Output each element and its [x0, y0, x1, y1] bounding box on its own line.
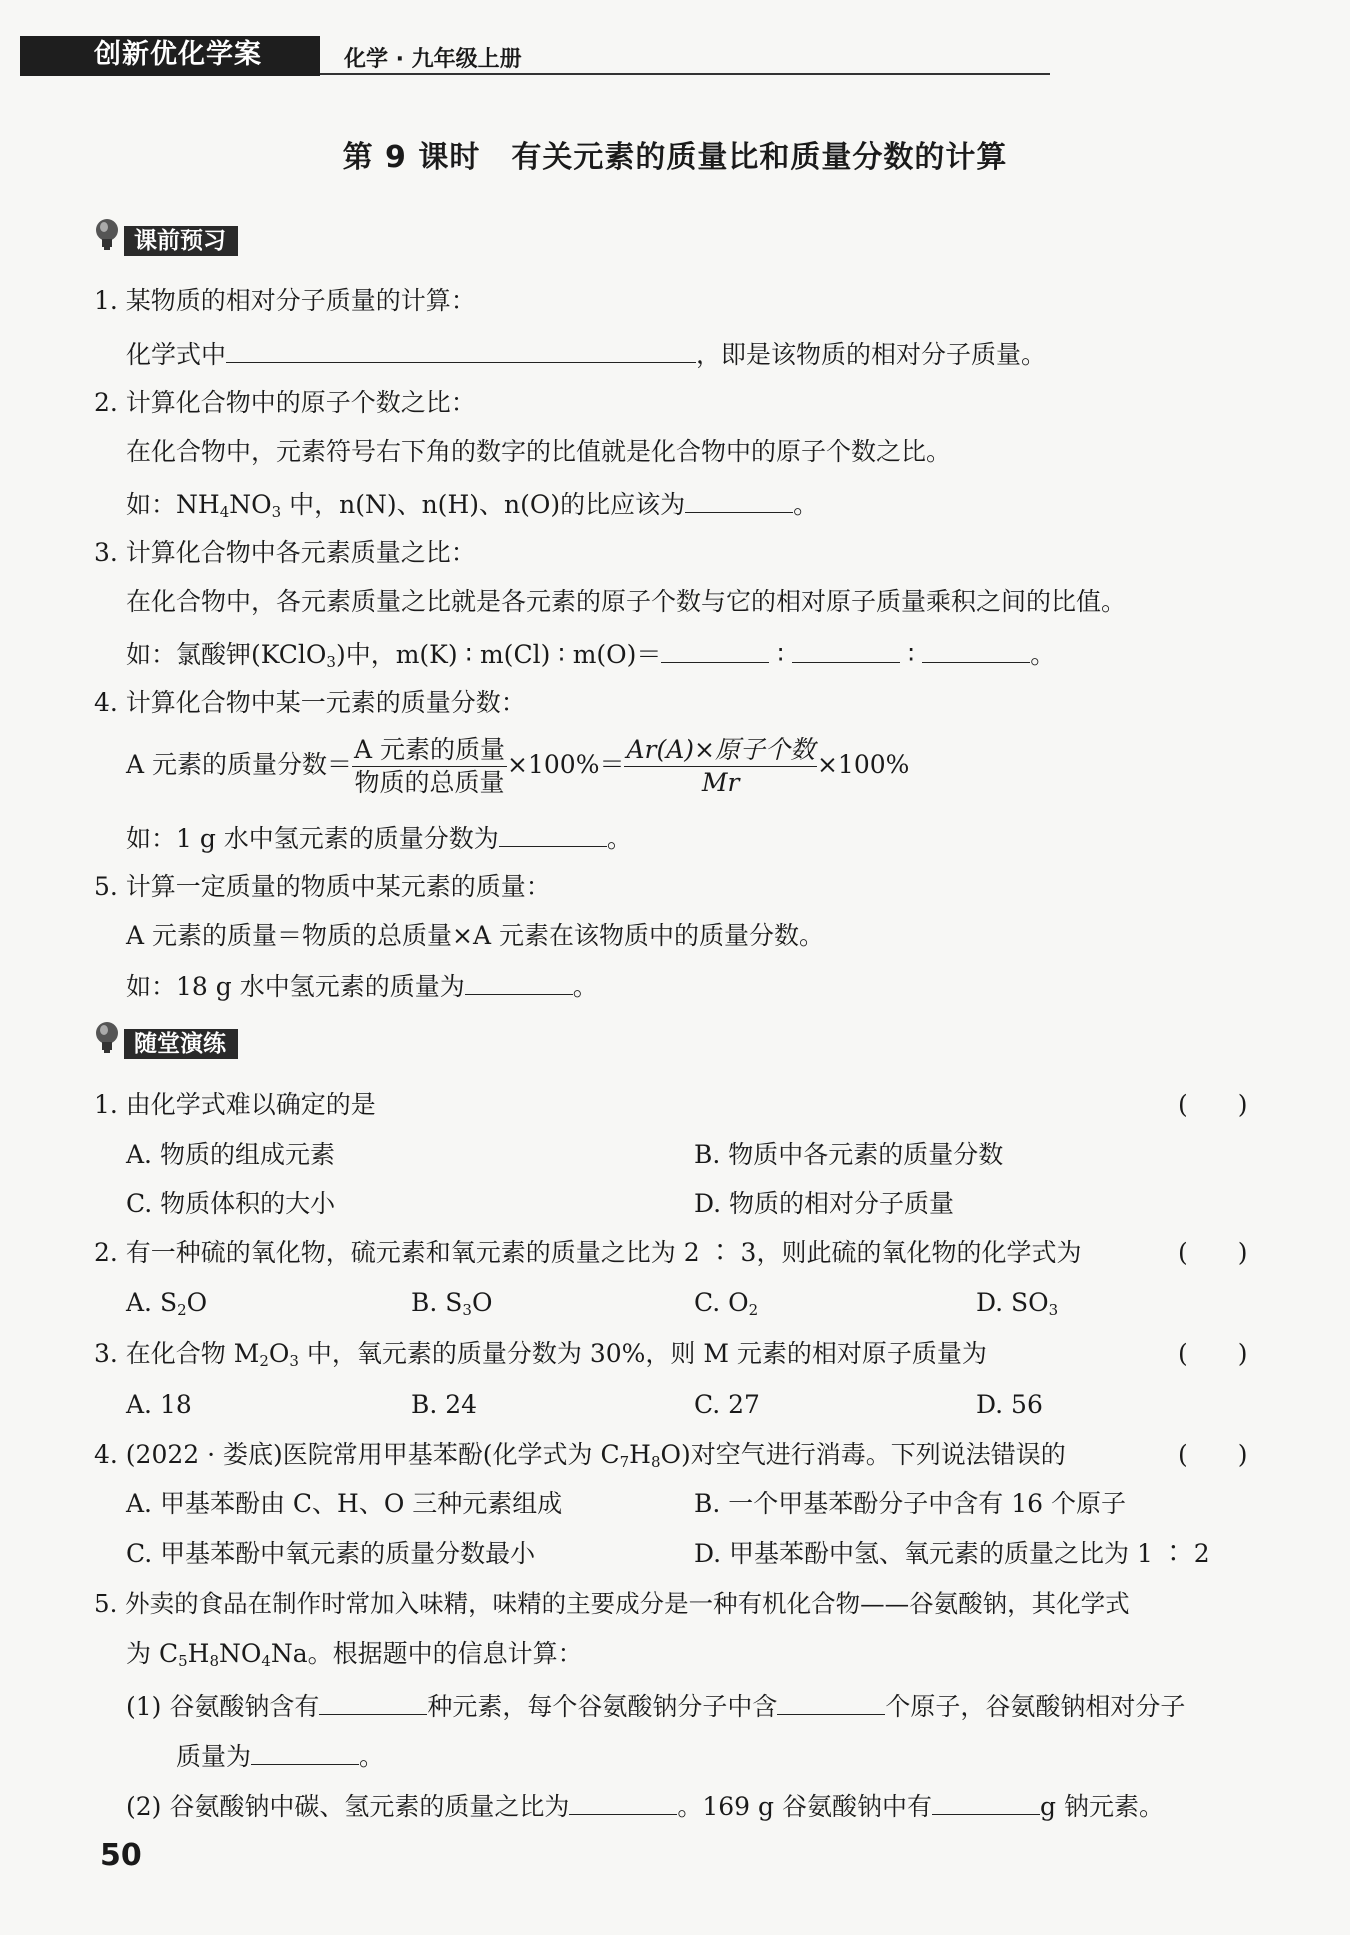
preview-q5-body: A 元素的质量＝物质的总质量×A 元素在该物质中的质量分数。 — [126, 921, 824, 950]
section-preview-label: 课前预习 — [124, 226, 238, 256]
practice-q3-stem: 3. 在化合物 $M_2O_3$ 中，氧元素的质量分数为 30%，则 M 元素的相对原子质量为 — [94, 1339, 987, 1370]
practice-q5-sub2: (2) 谷氨酸钠中碳、氢元素的质量之比为 。169 g 谷氨酸钠中有 g 钠元素。 — [126, 1788, 1164, 1824]
practice-q4-stem: 4. (2022 · 娄底)医院常用甲基苯酚(化学式为 $C_7H_8O$)对空气进行消毒。下列说法错误的 — [94, 1440, 1066, 1471]
practice-q5-sub1-cont: 质量为 。 — [176, 1738, 384, 1774]
practice-q5-line1: 5. 外卖的食品在制作时常加入味精，味精的主要成分是一种有机化合物——谷氨酸钠，其化学式 — [94, 1589, 1130, 1618]
answer-blank[interactable] — [777, 1688, 885, 1715]
practice-q3-option-a[interactable]: A. 18 — [126, 1390, 192, 1419]
practice-q4-option-a[interactable]: A. 甲基苯酚由 C、H、O 三种元素组成 — [126, 1489, 563, 1518]
section-practice-label: 随堂演练 — [124, 1029, 238, 1059]
preview-q2-example: 如：$NH_4NO_3$ 中，n(N)、n(H)、n(O)的比应该为 。 — [126, 486, 818, 522]
lesson-title: 第 9 课时 有关元素的质量比和质量分数的计算 — [342, 140, 1008, 175]
preview-q3-example: 如：氯酸钾(KClO$_3$)中，m(K) ∶ m(Cl) ∶ m(O)＝ ∶ ∶ 。 — [126, 636, 1055, 672]
section-practice-head — [94, 1025, 324, 1059]
section-preview-head — [94, 222, 324, 256]
practice-q1-option-c[interactable]: C. 物质体积的大小 — [126, 1189, 336, 1218]
practice-q2-option-c[interactable]: C. $O_2$ — [694, 1288, 759, 1319]
fraction-2: $\frac{\text{Ar(A)×原子个数}}{Mr}$ — [626, 735, 815, 797]
preview-q4-example: 如：1 g 水中氢元素的质量分数为 。 — [126, 820, 632, 856]
header-underline-dark — [20, 73, 320, 76]
lightbulb-icon — [94, 218, 122, 252]
practice-q4-option-c[interactable]: C. 甲基苯酚中氧元素的质量分数最小 — [126, 1539, 536, 1568]
answer-blank[interactable] — [499, 820, 607, 847]
practice-q3-option-c[interactable]: C. 27 — [694, 1390, 760, 1419]
preview-q3-head: 3. 计算化合物中各元素质量之比： — [94, 538, 476, 567]
fraction-1: $\frac{\text{A 元素的质量}}{\text{物质的总质量}}$ — [354, 735, 506, 797]
preview-q2-head: 2. 计算化合物中的原子个数之比： — [94, 388, 476, 417]
answer-paren[interactable]: ( ) — [1178, 1339, 1248, 1368]
preview-q1-line: 化学式中 ，即是该物质的相对分子质量。 — [126, 336, 1046, 372]
answer-paren[interactable]: ( ) — [1178, 1090, 1248, 1119]
answer-blank[interactable] — [226, 336, 696, 363]
header-brand: 创新优化学案 — [94, 39, 262, 70]
preview-q4-formula: A 元素的质量分数＝ $\frac{\text{A 元素的质量}}{\text{物质的总质量}}$ ×100%＝ $\frac{\text{Ar(A)×原子个数}}{Mr}$ ×100% — [126, 735, 910, 797]
answer-paren[interactable]: ( ) — [1178, 1440, 1248, 1469]
preview-q1-head: 1. 某物质的相对分子质量的计算： — [94, 286, 476, 315]
answer-blank[interactable] — [569, 1788, 677, 1815]
preview-q4-head: 4. 计算化合物中某一元素的质量分数： — [94, 688, 526, 717]
lightbulb-icon — [94, 1021, 122, 1055]
practice-q2-option-b[interactable]: B. $S_3O$ — [411, 1288, 493, 1319]
practice-q4-option-d[interactable]: D. 甲基苯酚中氢、氧元素的质量之比为 1 ∶ 2 — [694, 1539, 1210, 1568]
preview-q3-body: 在化合物中，各元素质量之比就是各元素的原子个数与它的相对原子质量乘积之间的比值。 — [126, 587, 1127, 616]
answer-blank[interactable] — [251, 1738, 359, 1765]
practice-q3-option-d[interactable]: D. 56 — [976, 1390, 1043, 1419]
answer-blank[interactable] — [661, 636, 769, 663]
header-rule — [320, 73, 1050, 75]
practice-q2-option-a[interactable]: A. $S_2O$ — [126, 1288, 208, 1319]
header-subject: 化学 · 九年级上册 — [344, 47, 522, 72]
practice-q4-option-b[interactable]: B. 一个甲基苯酚分子中含有 16 个原子 — [694, 1489, 1126, 1518]
page-number: 50 — [100, 1838, 142, 1873]
answer-blank[interactable] — [319, 1688, 427, 1715]
answer-blank[interactable] — [465, 968, 573, 995]
preview-q5-head: 5. 计算一定质量的物质中某元素的质量： — [94, 872, 551, 901]
answer-blank[interactable] — [792, 636, 900, 663]
preview-q5-example: 如：18 g 水中氢元素的质量为 。 — [126, 968, 598, 1004]
practice-q5-line2: 为 $C_5H_8NO_4Na$。根据题中的信息计算： — [126, 1639, 583, 1670]
practice-q1-stem: 1. 由化学式难以确定的是 — [94, 1090, 376, 1119]
practice-q2-stem: 2. 有一种硫的氧化物，硫元素和氧元素的质量之比为 2 ∶ 3，则此硫的氧化物的化学式为 — [94, 1238, 1082, 1267]
practice-q3-option-b[interactable]: B. 24 — [411, 1390, 478, 1419]
answer-paren[interactable]: ( ) — [1178, 1238, 1248, 1267]
practice-q2-option-d[interactable]: D. $SO_3$ — [976, 1288, 1059, 1319]
practice-q1-option-a[interactable]: A. 物质的组成元素 — [126, 1140, 335, 1169]
practice-q1-option-b[interactable]: B. 物质中各元素的质量分数 — [694, 1140, 1004, 1169]
practice-q5-sub1: (1) 谷氨酸钠含有 种元素，每个谷氨酸钠分子中含 个原子，谷氨酸钠相对分子 — [126, 1688, 1185, 1724]
answer-blank[interactable] — [932, 1788, 1040, 1815]
practice-q1-option-d[interactable]: D. 物质的相对分子质量 — [694, 1189, 955, 1218]
answer-blank[interactable] — [922, 636, 1030, 663]
answer-blank[interactable] — [685, 486, 793, 513]
preview-q2-body: 在化合物中，元素符号右下角的数字的比值就是化合物中的原子个数之比。 — [126, 437, 952, 466]
